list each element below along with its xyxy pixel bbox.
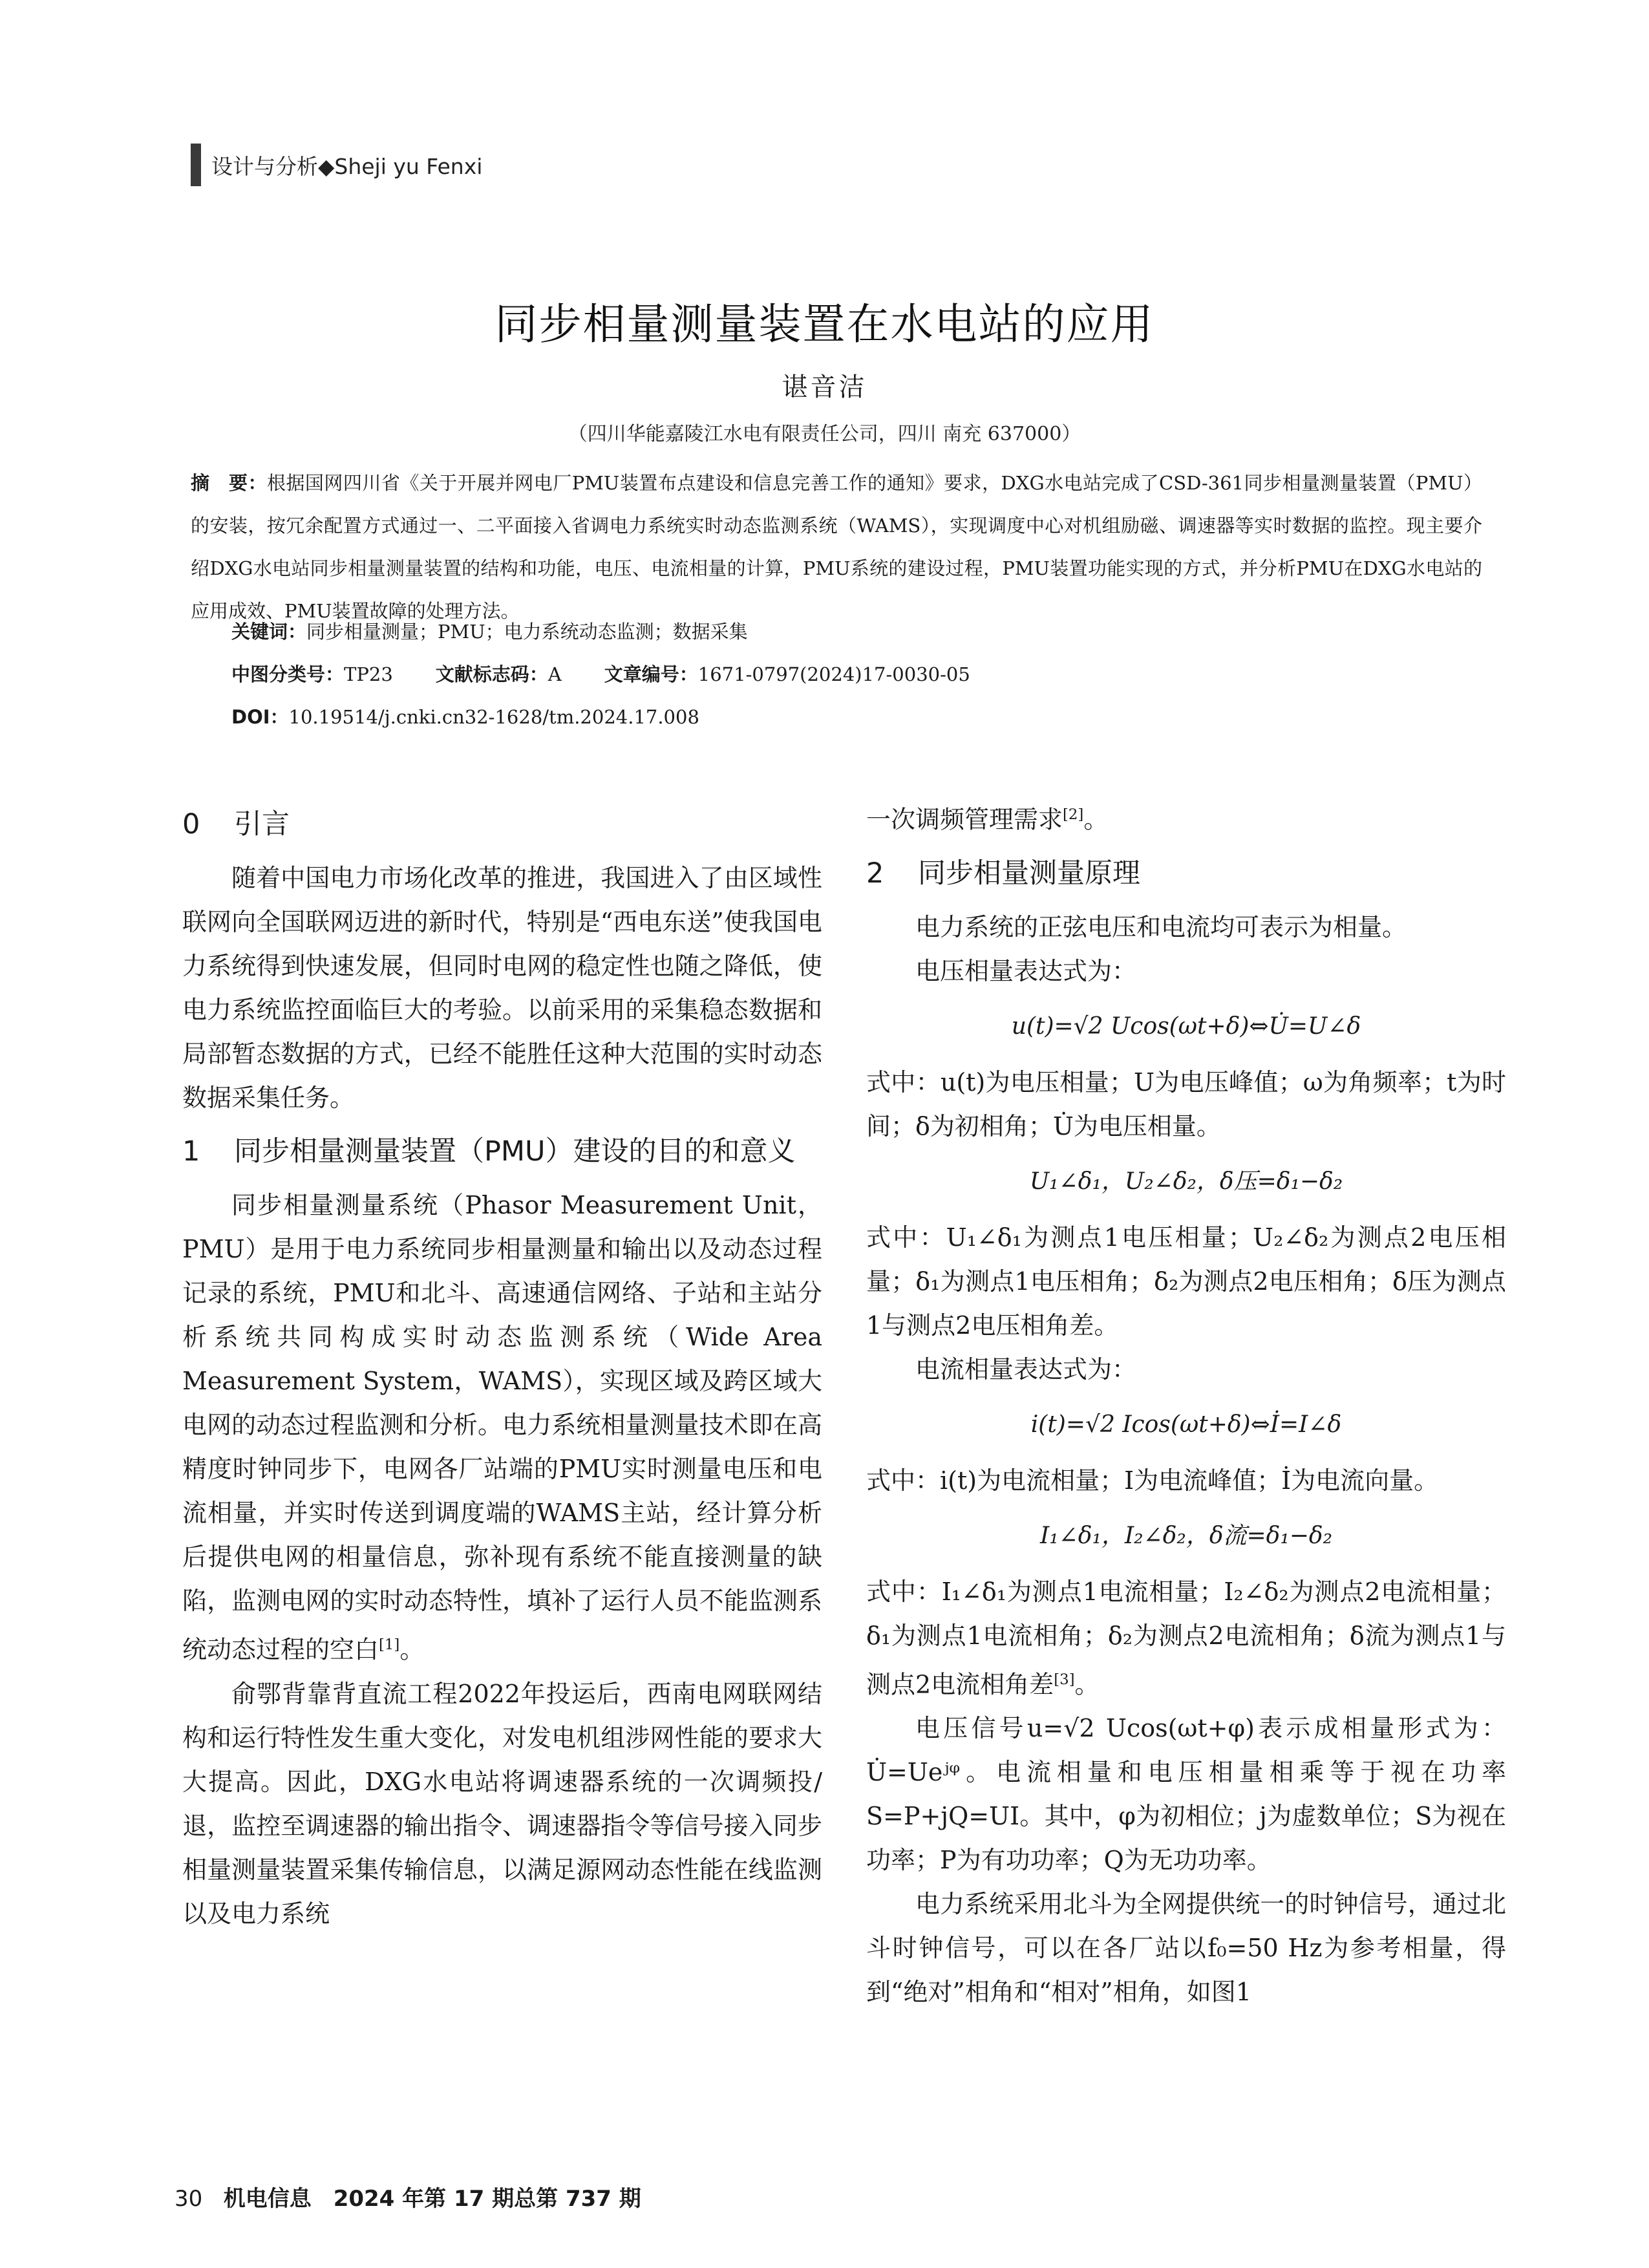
keywords-label: 关键词： bbox=[231, 621, 307, 643]
section-title: 同步相量测量装置（PMU）建设的目的和意义 bbox=[234, 1135, 796, 1168]
equation: U₁∠δ₁，U₂∠δ₂，δ压=δ₁−δ₂ bbox=[1029, 1168, 1343, 1195]
article-value: 1671-0797(2024)17-0030-05 bbox=[697, 663, 970, 685]
paragraph bbox=[866, 793, 1506, 842]
doi-value: 10.19514/j.cnki.cn32-1628/tm.2024.17.008 bbox=[288, 706, 699, 728]
author: 谌音洁 bbox=[782, 372, 867, 402]
paragraph bbox=[866, 1570, 1506, 1707]
section-number: 0 bbox=[182, 808, 200, 840]
paragraph-text: 一次调频管理需求 bbox=[866, 805, 1063, 834]
abstract bbox=[191, 462, 1482, 632]
keywords bbox=[231, 617, 748, 644]
section-title: 同步相量测量原理 bbox=[918, 857, 1140, 890]
page-number: 30 bbox=[175, 2186, 203, 2212]
article-label: 文章编号： bbox=[604, 663, 698, 685]
paper-title: 同步相量测量装置在水电站的应用 bbox=[495, 299, 1154, 349]
paragraph-end: 。 bbox=[399, 1635, 425, 1664]
affiliation: （四川华能嘉陵江水电有限责任公司，四川 南充 637000） bbox=[568, 423, 1081, 445]
doc-value: A bbox=[548, 663, 562, 685]
section-number: 1 bbox=[182, 1135, 200, 1168]
citation: [1] bbox=[379, 1636, 400, 1653]
paragraph: 电压信号u=√2 Ucos(ωt+φ)表示成相量形式为：U̇=Ueʲᵠ。电流相量和电压相量相乘等于视在功率S=P+jQ=UI。其中，φ为初相位；j为虚数单位；S为视在功率；P为有功功率；Q为无功功率。 bbox=[866, 1714, 1506, 1875]
citation: [3] bbox=[1054, 1671, 1075, 1688]
citation: [2] bbox=[1063, 806, 1084, 823]
paragraph: 式中：u(t)为电压相量；U为电压峰值；ω为角频率；t为时间；δ为初相角；U̇为电压相量。 bbox=[866, 1067, 1506, 1140]
clc-value: TP23 bbox=[344, 663, 393, 685]
left-column bbox=[182, 793, 822, 1936]
equation: u(t)=√2 Ucos(ωt+δ)⇔U̇=U∠δ bbox=[1011, 1012, 1361, 1040]
equation: I₁∠δ₁，I₂∠δ₂，δ流=δ₁−δ₂ bbox=[1039, 1522, 1333, 1549]
footer bbox=[175, 2181, 641, 2212]
running-header bbox=[191, 144, 482, 186]
section-2-heading bbox=[866, 851, 1506, 896]
doc-label: 文献标志码： bbox=[435, 663, 548, 685]
equation: i(t)=√2 Icos(ωt+δ)⇔İ=I∠δ bbox=[1030, 1411, 1342, 1438]
clc-label: 中图分类号： bbox=[231, 663, 345, 685]
paragraph: 电压相量表达式为： bbox=[915, 956, 1137, 985]
paragraph-text: 式中：I₁∠δ₁为测点1电流相量；I₂∠δ₂为测点2电流相量；δ₁为测点1电流相角；δ₂为测点2电流相角；δ流为测点1与测点2电流相角差 bbox=[866, 1577, 1506, 1699]
header-bar bbox=[191, 144, 201, 186]
section-1-heading bbox=[182, 1129, 822, 1174]
paragraph: 俞鄂背靠背直流工程2022年投运后，西南电网联网结构和运行特性发生重大变化，对发电机组涉网性能的要求大大提高。因此，DXG水电站将调速器系统的一次调频投/退，监控至调速器的输出指令、调速器指令等信号接入同步相量测量装置采集传输信息，以满足源网动态性能在线监测以及电力系统 bbox=[182, 1679, 822, 1928]
doi-label: DOI： bbox=[231, 706, 289, 728]
paragraph: 式中：U₁∠δ₁为测点1电压相量；U₂∠δ₂为测点2电压相量；δ₁为测点1电压相角；δ₂为测点2电压相角；δ压为测点1与测点2电压相角差。 bbox=[866, 1223, 1506, 1340]
abstract-label: 摘 要： bbox=[191, 472, 267, 494]
abstract-text: 根据国网四川省《关于开展并网电厂PMU装置布点建设和信息完善工作的通知》要求，DXG水电站完成了CSD-361同步相量测量装置（PMU）的安装，按冗余配置方式通过一、二平面接入省调电力系统实时动态监测系统（WAMS），实现调度中心对机组励磁、调速器等实时数据的监控。现主要介绍DXG水电站同步相量测量装置的结构和功能，电压、电流相量的计算，PMU系统的建设过程，PMU装置功能实现的方式，并分析PMU在DXG水电站的应用成效、PMU装置故障的处理方法。 bbox=[191, 472, 1482, 622]
classification bbox=[231, 660, 970, 687]
paragraph-text: 同步相量测量系统（Phasor Measurement Unit，PMU）是用于电力系统同步相量测量和输出以及动态过程记录的系统，PMU和北斗、高速通信网络、子站和主站分析系统共同构成实时动态监测系统（Wide Area Measurement System，WAMS），实现区域及跨区域大电网的动态过程监测和分析。电力系统相量测量技术即在高精度时钟同步下，电网各厂站端的PMU实时测量电压和电流相量，并实时传送到调度端的WAMS主站，经计算分析后提供电网的相量信息，弥补现有系统不能直接测量的缺陷，监测电网的实时动态特性，填补了运行人员不能监测系统动态过程的空白 bbox=[182, 1191, 822, 1664]
paragraph: 随着中国电力市场化改革的推进，我国进入了由区域性联网向全国联网迈进的新时代，特别是“西电东送”使我国电力系统得到快速发展，但同时电网的稳定性也随之降低，使电力系统监控面临巨大的考验。以前采用的采集稳态数据和局部暂态数据的方式，已经不能胜任这种大范围的实时动态数据采集任务。 bbox=[182, 864, 822, 1112]
header-section: 设计与分析◆Sheji yu Fenxi bbox=[211, 153, 483, 179]
section-number: 2 bbox=[866, 857, 884, 890]
right-column bbox=[866, 793, 1506, 2014]
paragraph: 电力系统的正弦电压和电流均可表示为相量。 bbox=[915, 912, 1407, 941]
paragraph bbox=[182, 1183, 822, 1672]
journal-info: 机电信息 2024 年第 17 期总第 737 期 bbox=[223, 2186, 641, 2212]
paragraph: 电力系统采用北斗为全网提供统一的时钟信号，通过北斗时钟信号，可以在各厂站以f₀=50 Hz为参考相量，得到“绝对”相角和“相对”相角，如图1 bbox=[866, 1890, 1506, 2007]
paragraph-end: 。 bbox=[1074, 1670, 1100, 1699]
section-0-heading bbox=[182, 802, 822, 847]
keywords-text: 同步相量测量；PMU；电力系统动态监测；数据采集 bbox=[306, 621, 748, 643]
section-title: 引言 bbox=[234, 808, 290, 840]
doi bbox=[231, 703, 699, 729]
paragraph: 电流相量表达式为： bbox=[915, 1354, 1137, 1384]
paragraph-end: 。 bbox=[1083, 805, 1109, 834]
paragraph: 式中：i(t)为电流相量；I为电流峰值；İ为电流向量。 bbox=[866, 1466, 1439, 1495]
